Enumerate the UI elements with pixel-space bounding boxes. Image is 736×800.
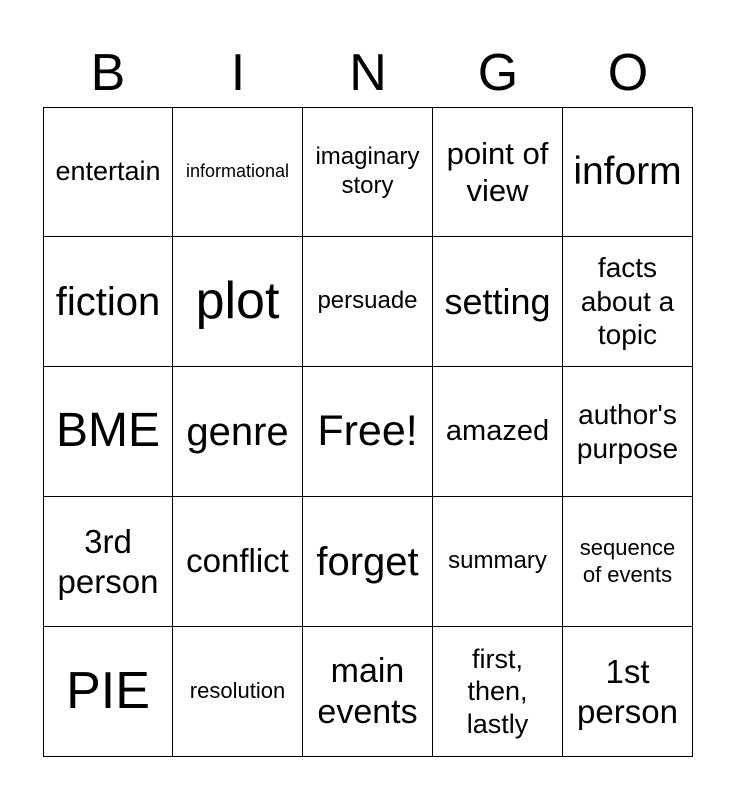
bingo-cell-label: conflict bbox=[186, 542, 289, 580]
bingo-cell-label: plot bbox=[195, 271, 280, 330]
bingo-cell[interactable] bbox=[303, 367, 433, 497]
bingo-cell[interactable] bbox=[303, 497, 433, 627]
bingo-cell-label: imaginary story bbox=[315, 143, 420, 199]
bingo-cell[interactable] bbox=[173, 108, 303, 237]
bingo-cell[interactable] bbox=[44, 627, 173, 757]
bingo-cell-label: point of view bbox=[446, 135, 549, 208]
bingo-cell-label: inform bbox=[573, 149, 682, 193]
bingo-cell-label: amazed bbox=[445, 414, 550, 447]
bingo-cell[interactable] bbox=[563, 497, 693, 627]
bingo-cell[interactable] bbox=[563, 237, 693, 367]
bingo-cell-label: fiction bbox=[55, 279, 161, 324]
bingo-cell-label: 3rd person bbox=[57, 522, 159, 600]
header-letter-g: G bbox=[477, 44, 519, 102]
bingo-cell-label: setting bbox=[444, 280, 551, 322]
bingo-cell-label: author's purpose bbox=[576, 398, 679, 464]
bingo-cell-label: first, then, lastly bbox=[466, 643, 529, 739]
header-letter-o: O bbox=[607, 44, 649, 102]
bingo-cell-label: entertain bbox=[55, 156, 161, 187]
bingo-card-grid bbox=[43, 107, 693, 757]
bingo-cell-label: PIE bbox=[66, 661, 150, 720]
bingo-cell-label: BME bbox=[55, 404, 160, 458]
bingo-cell-label: genre bbox=[186, 409, 289, 454]
bingo-cell-label: resolution bbox=[189, 678, 286, 704]
bingo-cell[interactable] bbox=[44, 367, 173, 497]
bingo-cell-label: 1st person bbox=[577, 652, 678, 730]
bingo-cell-label: sequence of events bbox=[579, 535, 676, 587]
header-letter-n: N bbox=[349, 44, 387, 102]
bingo-cell-label: informational bbox=[185, 161, 290, 182]
bingo-cell[interactable] bbox=[173, 237, 303, 367]
bingo-cell-label: forget bbox=[316, 539, 419, 584]
bingo-cell[interactable] bbox=[173, 497, 303, 627]
bingo-cell[interactable] bbox=[563, 627, 693, 757]
bingo-cell[interactable] bbox=[303, 108, 433, 237]
bingo-cell-label: facts about a topic bbox=[580, 252, 675, 351]
header-letter-b: B bbox=[90, 44, 126, 102]
bingo-cell[interactable] bbox=[44, 108, 173, 237]
bingo-cell[interactable] bbox=[173, 627, 303, 757]
bingo-cell[interactable] bbox=[44, 497, 173, 627]
bingo-cell[interactable] bbox=[44, 237, 173, 367]
bingo-cell[interactable] bbox=[173, 367, 303, 497]
bingo-cell-label: main events bbox=[317, 651, 418, 731]
bingo-cell[interactable] bbox=[563, 108, 693, 237]
bingo-cell[interactable] bbox=[303, 237, 433, 367]
bingo-cell[interactable] bbox=[433, 237, 563, 367]
bingo-cell[interactable] bbox=[433, 108, 563, 237]
bingo-cell-label: Free! bbox=[317, 406, 418, 455]
bingo-cell-label: summary bbox=[448, 547, 547, 575]
header-letter-i: I bbox=[230, 44, 246, 102]
bingo-header bbox=[43, 40, 693, 106]
bingo-cell[interactable] bbox=[433, 367, 563, 497]
bingo-cell[interactable] bbox=[563, 367, 693, 497]
bingo-cell-label: persuade bbox=[317, 287, 418, 315]
bingo-cell[interactable] bbox=[433, 497, 563, 627]
bingo-cell[interactable] bbox=[303, 627, 433, 757]
bingo-cell[interactable] bbox=[433, 627, 563, 757]
